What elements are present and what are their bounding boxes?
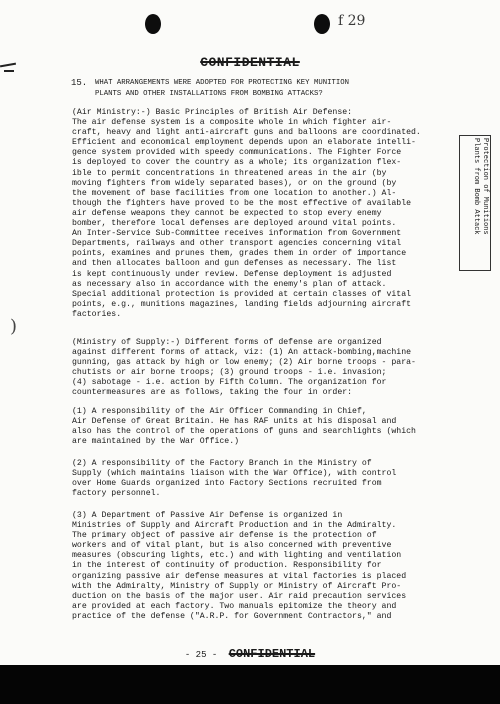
scan-edge-bar (0, 665, 500, 704)
punch-hole (314, 14, 330, 34)
margin-bracket-mark: ) (10, 316, 18, 337)
page-number: - 25 - (184, 650, 218, 660)
margin-note-box (459, 135, 491, 271)
margin-note-text: Protection of Munitions Plants from Bomb Attack (472, 138, 489, 235)
footer-classification: CONFIDENTIAL (228, 647, 316, 661)
question-text: WHAT ARRANGEMENTS WERE ADOPTED FOR PROTECTING KEY MUNITION PLANTS AND OTHER INSTALLATIONS FROM BOMBING ATTACKS? (95, 79, 349, 98)
paragraph-ministry-of-supply: (Ministry of Supply:-) Different forms of defense are organized against different forms of attack, viz: (1) An attack-bombing,machine gunning, gas attack by high or low enemy; (2) Air borne troops - para- chutists or air borne troops; (3) ground troops - i.e. invasion; (4) sabotage - i.e. action by Fifth Column. The organization for countermeasures are as follows, taking the four in order: (72, 338, 416, 398)
paragraph-item-1: (1) A responsibility of the Air Officer Commanding in Chief, Air Defense of Great Britain. He has RAF units at his disposal and also has the control of the operations of guns and searchlights (which are maintained by the War Office.) (72, 407, 416, 447)
paragraph-air-ministry: (Air Ministry:-) Basic Principles of British Air Defense: The air defense system is a composite whole in which fighter air- craft, heavy and light anti-aircraft guns and balloons are coordinated. Efficient and economical employment depends upon an elaborate intelli- gence system provided with speedy communications. The Fighter Force is deployed to cover the country as a whole; its organization flex- ible to permit concentrations in threatened areas in the air (by moving fighters from widely separated bases), or on the ground (by the movement of base facilities from one location to another.) Al- though the fighters have proved to be the most effective of available air defense weapons they cannot be expected to stop every enemy bomber, therefore local defenses are deployed around vital points. An Inter-Service Sub-Committee receives information from Government Departments, railways and other transport agencies concerning vital points, examines and prunes them, grades them in order of importance and then allocates balloon and gun defenses as necessary. The list is kept continuously under review. Defense deployment is adjusted as necessary also in accordance with the enemy's plan of attack. Special additional protection is provided at certain classes of vital points, e.g., munitions magazines, landing fields adjourning aircraft factories. (72, 108, 421, 319)
question-number: 15. (71, 78, 88, 88)
folio-mark: f 29 (338, 13, 366, 29)
page-footer (0, 647, 500, 661)
question-heading (71, 78, 431, 100)
paragraph-item-3: (3) A Department of Passive Air Defense is organized in Ministries of Supply and Aircraft Production and in the Admiralty. The primary object of passive air defense is the protection of workers and of vital plant, but is also concerned with preventive measures (obscuring lights, etc.) and with lighting and ventilation in the interest of continuity of production. Responsibility for organizing passive air defense measures at vital factories is placed with the Admiralty, Ministry of Supply or Ministry of Aircraft Pro- duction on the basis of the major user. Air raid precaution services are provided at each factory. Two manuals epitomize the theory and practice of the defense ("A.R.P. for Government Contractors," and (72, 511, 407, 621)
classification-text: CONFIDENTIAL (200, 55, 300, 70)
binding-mark (4, 70, 14, 72)
punch-hole (145, 14, 161, 34)
classification-header (0, 55, 500, 70)
paragraph-item-2: (2) A responsibility of the Factory Branch in the Ministry of Supply (which maintains liaison with the War Office), with control over Home Guards organized into Factory Sections recruited from factory personnel. (72, 459, 397, 499)
